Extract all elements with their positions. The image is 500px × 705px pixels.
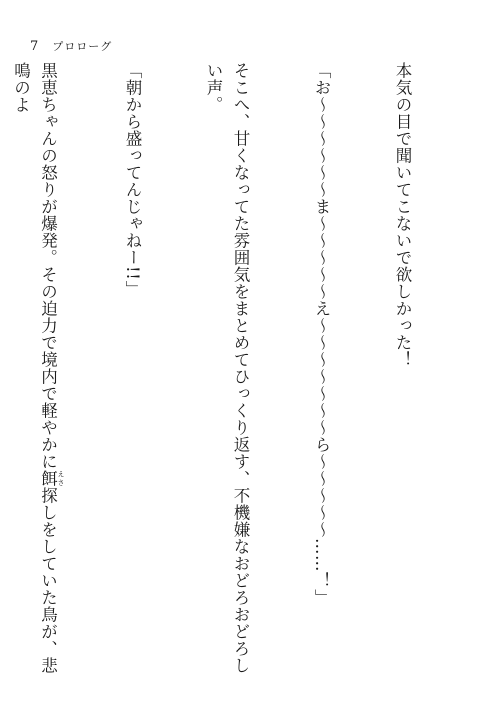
vertical-text-body — [11, 62, 470, 674]
text-line: そこへ、甘くなってた雰囲気をまとめてひっくり返す、不機嫌なおどろおどろしい声。 — [204, 62, 250, 674]
text-line: 黒恵ちゃんの怒りが爆発。その迫力で境内で軽やかに餌 えさ探しをしていた鳥が、悲鳴のよ — [11, 62, 65, 674]
text-line: 本気の目で聞いてこないで欲しかった！ — [393, 62, 412, 368]
text-line: 「朝から盛ってんじゃねー!!」 — [123, 62, 142, 298]
text-line: 「お〜〜〜〜〜〜ま〜〜〜〜〜え〜〜〜〜〜〜〜ら〜〜〜〜〜……！」 — [312, 62, 331, 606]
chapter-title: プロローグ — [52, 40, 113, 53]
page-number: 7 — [30, 39, 39, 54]
furigana-ruby: 餌 えさ — [38, 470, 65, 487]
page-header — [30, 38, 112, 54]
